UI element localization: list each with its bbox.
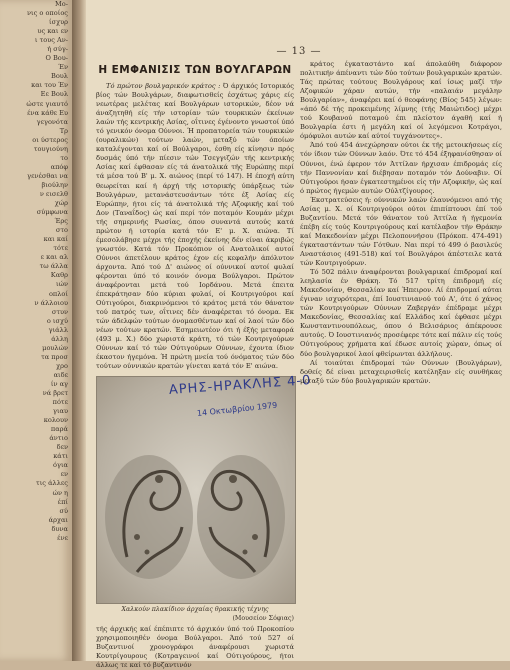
- left-page-line: χώρ: [54, 199, 68, 208]
- left-page-line: και του Έν: [31, 81, 68, 90]
- left-page-line: χρο: [56, 361, 68, 370]
- left-page-line: όγια: [53, 461, 68, 470]
- paragraph: Αί τοιαύται έπιδρομαί τών Ούννων (Βουλγάρων), δοθείς δέ είναι μεταχειρισθείς κατέληξαν είς συνθήκας μεταξύ τών δύο βουλγαρικών κρατών.: [300, 358, 502, 385]
- text-column-left: [96, 60, 312, 669]
- left-page-line: οι ύστερος: [32, 135, 68, 144]
- left-page-line: Τρ: [59, 126, 68, 135]
- left-page-line: Καθρ: [50, 271, 68, 280]
- section-subtitle: Τό πρώτον βουλγαρικόν κράτος :: [106, 82, 221, 90]
- paragraph: κράτος έγκαταστάντο καί άπολαύθη διάφορον πολιτικήν άπέναντι τών δύο τούτων βουλγαρικών κρατών. Τάς πρώτας τούτους Βουλγάρους καί ίσως μαζί τήν Αζοφικών χάραν αυτών, τήν «παλαιάν μεγάλην Βουλγαρίαν», άναφέρει καί ό θεοφάνης (Βίος 545) λέγων: «άπό δέ τής προκειμένης λίμνης (τής Μαιώτιδος) μέχρι τού Κουβανού ποταμού έπι πλείστον άγαθή καί ή Βουλγαρία έστι ή μεγάλη καί οί λεγόμενοι Κοτράγοι, όμόφυλοι αυτών καί αύτοί τυγχάνοντες».: [300, 60, 502, 141]
- left-page-line: οπλοί: [48, 289, 68, 298]
- text-column-right: [300, 60, 502, 660]
- left-page-line: κάτι: [53, 452, 68, 461]
- book-page: [86, 0, 510, 669]
- left-page-line: τις άλλες: [36, 479, 68, 488]
- left-page-line: εν: [60, 470, 68, 479]
- section-title: Η ΕΜΦΑΝΙΣΙΣ ΤΩΝ ΒΟΥΛΓΑΡΩΝ: [98, 64, 292, 76]
- left-page-line: άντιο: [49, 434, 68, 443]
- paragraph: τής άρχικής καί έπέπιπτε τό άρχικόν ύπό τού Προκοπίου χρησιμοποιηθέν όνομα Βούλγαροι. Άπό τού 527 οί Βυζαντινοί χρονογράφοι άναφέρουσι χωριστά Κουτρίγουρους (Κοτραγεινοί καί Ούτιγούρους, ήτοι άλλως τε καί τό βυζαντινόν: [96, 624, 294, 669]
- left-page-line: κολουν: [43, 416, 68, 425]
- left-page-line: τότε: [53, 244, 68, 253]
- left-page-line: ίσχυρ: [49, 18, 68, 27]
- left-page-line: απόφ: [50, 162, 68, 171]
- paragraph: Έκστρατεύσεις ή: ούννικών λαών έλαυνόμενοι από τής Ασίας μ. Χ. οί Κουτριγούροι ούτοι έπιπίπτουσι έπί τού Βυζαντίου. Μετά τόν θάνατον τού Άττίλα ή ήγεμονία έπέβη είς τούς Κουτριγούρους καί κατέλαβον τήν Θράκην καί Μακεδονίαν μέχρι Πελοποννήσου (Πρόκοπ. 474-491) έγκαταστάντων τών Γότθων. Ναι περί τό 499 ό βασιλεύς Αναστάσιος (491-518) καί τοί Βουλγάροι άπέστειλε κατά τών Κουτριγούρων.: [300, 195, 502, 268]
- figure-source: (Μουσείον Σόφιας): [232, 614, 294, 622]
- left-page-line: το: [60, 153, 68, 162]
- left-page-line: γιάλλ: [48, 325, 68, 334]
- left-page-line: ίν αγ: [50, 379, 68, 388]
- left-page-line: γιαυ: [53, 407, 68, 416]
- book-gutter: [72, 0, 86, 661]
- left-page-line: δυνα: [51, 524, 68, 533]
- left-page-line: νις ο οποίος: [27, 9, 68, 18]
- left-page-line: άρχαι: [48, 515, 68, 524]
- left-page-line: ι τους Αν-: [34, 36, 68, 45]
- page-number: — 13 —: [276, 46, 322, 57]
- left-page-line: Έρς: [54, 217, 68, 226]
- left-page-line: ώστε γιαυτό: [26, 99, 68, 108]
- left-page-line: ο ισχύ: [46, 316, 68, 325]
- left-page-line: δεν: [56, 443, 68, 452]
- left-page-line: πότε: [52, 398, 68, 407]
- left-page-line: ών η: [52, 488, 68, 497]
- paragraph-text: Ό άρχικός Ιστορικός βίος τών Βουλγάρων, διαφωτισθείς έσχάτως χάρις είς νεωτέρας μελέτας καί Βουλγάρων ιστορικών, δέον νά άναζητηθή είς τήν ιστορίαν τών τουρκικών έκείνων λαών τής κεντρικής Ασίας, οΐτινες έγένοντο γνωστοί ύπό τό γενικόν όνομα Ούννοι. Ή προπατορεία τών τουρκικών (ουραλικών) τούτων λαών, μεταξύ τών όποίων καταλέγονται καί οί Βούλγαροι, έσθη είς κίνησιν πρός δυσμάς ύπό τήν πίεσιν τών Τσεγγιζών τής κεντρικής Ασίας καί έφθασαν είς τά άνατολικά τής Ευρώπης περί τά μέσα τού Β' μ. Χ. αιώνος (περί τό 147). Η έποχή αύτη θεωρείται καί ή άρχή τής ιστορικής ύπάρξεως τών Βουλγάρων, μετανάστευσάντων τότε έξ Ασίας είς Ευρώπην, ήτοι είς τά άνατολικά τής Αζοφικής καί τού Δον (Ταναΐδος) ώς καί περί τόν ποταμόν Κουμάν μέχρι τής σημερινής Ρωσίας, όπου συναντά αυτούς κατά πρώτον ή ιστορία κατά τόν Ε' μ. Χ. αιώνα. Τί έμεσολάβησε μέχρι τής έποχής έκείνης δέν είναι άκριβώς γνωστόν. Κατά τόν Προκόπιον οί Ανατολικοί αυτοί Ούννοι άπετέλουν κράτος έχον είς κεφαλήν άπόλυτον άρχοντα. Άπό τού Δ' αιώνος οί ούννικοί αυτοί φυλαί φέρονται ύπό τό κοινόν όνομα Βούλγαροι. Πρώτον άναφέρονται μετά τού Ιορδάνου. Μετά έπειτα έπεκράτησαν δύο κύριαι φυλαί, οί Κουτριγούροι καί Ούτιγούροι, διακρινόμενοι τό κράτος μετά τόν θάνατον τού πατρός των, οΐτινες δέν άναφέρεται τό όνομα. Εκ τών άδελφών τούτων όνομασθέντων καί οί λαοί τών δύο νέων τούτων κρατών. Έσημειωτέον ότι ή έξής μεταφορά (493 μ. Χ.) δύο χωριστά κράτη, τό τών Κουτριγούρων Ούννων καί τό τών Ούτιγούρων Ούννων, έχοντα ίδιον έκαστον ήγεμόνα. Ή πρώτη μνεία τού όνόματος τών δύο τούτων ούννικών κρατών γίνεται κατά τόν Ε' αιώνα.: [96, 82, 294, 371]
- handwritten-title: ΑΡΗΣ-ΗΡΑΚΛΗΣ 4-0: [168, 372, 312, 398]
- left-page-line: υς και εν: [37, 27, 68, 36]
- left-page-line: βιούλην: [41, 180, 68, 189]
- left-page-line: Μο-: [55, 0, 68, 8]
- paragraph: Άπό τού 454 άνεχώρησαν ούτοι έκ τής μετοικήσεως είς τόν ίδιον τών Ούννων λαόν. Ότε τό 454 έξηφανίσθησαν οί Ούννοι, ένώ έφερον τόν Άττίλαν ήρχισαν έπιδρομάς είς τήν Παννονίαν καί διέβησαν ποταμόν τόν Δούναβιν. Οί Ούτιγούροι ήσαν έγκατεστημένοι είς τήν Αζοφικήν, ώς καί ό πρώτος ήγεμών αυτών Ούλτζίγουρος.: [300, 141, 502, 195]
- paragraph: Τό 502 πάλιν άναφέρονται βουλγαρικαί έπιδρομαί καί λεηλασία έν Θράκη. Τό 517 τρίτη έπιδρομή είς Μακεδονίαν, Θεσσαλίαν καί Ήπειρον. Αί έπιδρομαί αύται έγιναν ισχυρότεραι, έπί Ιουστινιανού τού Α', ότε ό χάνος τών Κουτριγούρων Ούννων Ζαβεργάν έπέδραμε μέχρι Μακεδονίας, Θεσσαλίας καί Ελλάδος καί έφθασε μέχρι Κωνσταντινουπόλεως, όπου ό Βελισάριος άπέκρουσε αυτούς. Ό Ιουστινιανός προσέφερε τότε καί πάλιν είς τούς Ούτιγούρους χρήματα καί έδωσε αυτοίς χώραν, όπως οί δύο βουλγαρικοί λαοί φθείρωνται άλλήλους.: [300, 268, 502, 358]
- left-page-line: και καί: [43, 235, 68, 244]
- left-page-strip: [0, 0, 74, 661]
- left-page-line: σύ: [59, 506, 68, 515]
- left-page-line: Εε Βουλ: [40, 90, 68, 99]
- paragraph: [96, 82, 294, 372]
- left-page-line: τω άλλα: [39, 262, 68, 271]
- left-page-line: μουλών: [42, 343, 68, 352]
- left-page-line: ή σύγ-: [47, 45, 68, 54]
- left-page-line: τουγιούνη: [33, 144, 68, 153]
- left-page-line: σύμφωνα: [36, 208, 68, 217]
- left-page-line: άλλη: [51, 334, 68, 343]
- left-page-line: ένε: [57, 533, 68, 542]
- left-page-line: γεγονότα: [36, 117, 68, 126]
- handwritten-date: 14 Οκτωβρίου 1979: [196, 400, 278, 418]
- left-page-line: Βουλ: [50, 72, 68, 81]
- left-page-line: νά βρετ: [42, 389, 68, 398]
- left-page-line: στο: [55, 226, 68, 235]
- left-page-line: ένα κάθε Ευ: [27, 108, 68, 117]
- left-page-line: ν άλλοιου: [34, 298, 68, 307]
- left-page-line: ε και αλ: [40, 253, 68, 262]
- left-page-line: παρά: [50, 425, 68, 434]
- left-page-line: αιδε: [53, 370, 68, 379]
- left-page-line: ιών: [56, 280, 68, 289]
- left-page-line: γενέσθαι να: [27, 171, 68, 180]
- figure-caption: Χαλκούν πλακίδιον άρχαίας θρακικής τέχνης: [121, 605, 269, 613]
- left-page-line: στυν: [51, 307, 68, 316]
- left-page-line: Έν: [58, 63, 68, 72]
- left-page-line: έπί: [57, 497, 68, 506]
- left-page-line: τα προσ: [41, 352, 68, 361]
- bronze-plaque-photo: [96, 372, 312, 604]
- left-page-line: ν εισελθ: [39, 189, 68, 198]
- left-page-line: Ο Βου-: [45, 54, 68, 63]
